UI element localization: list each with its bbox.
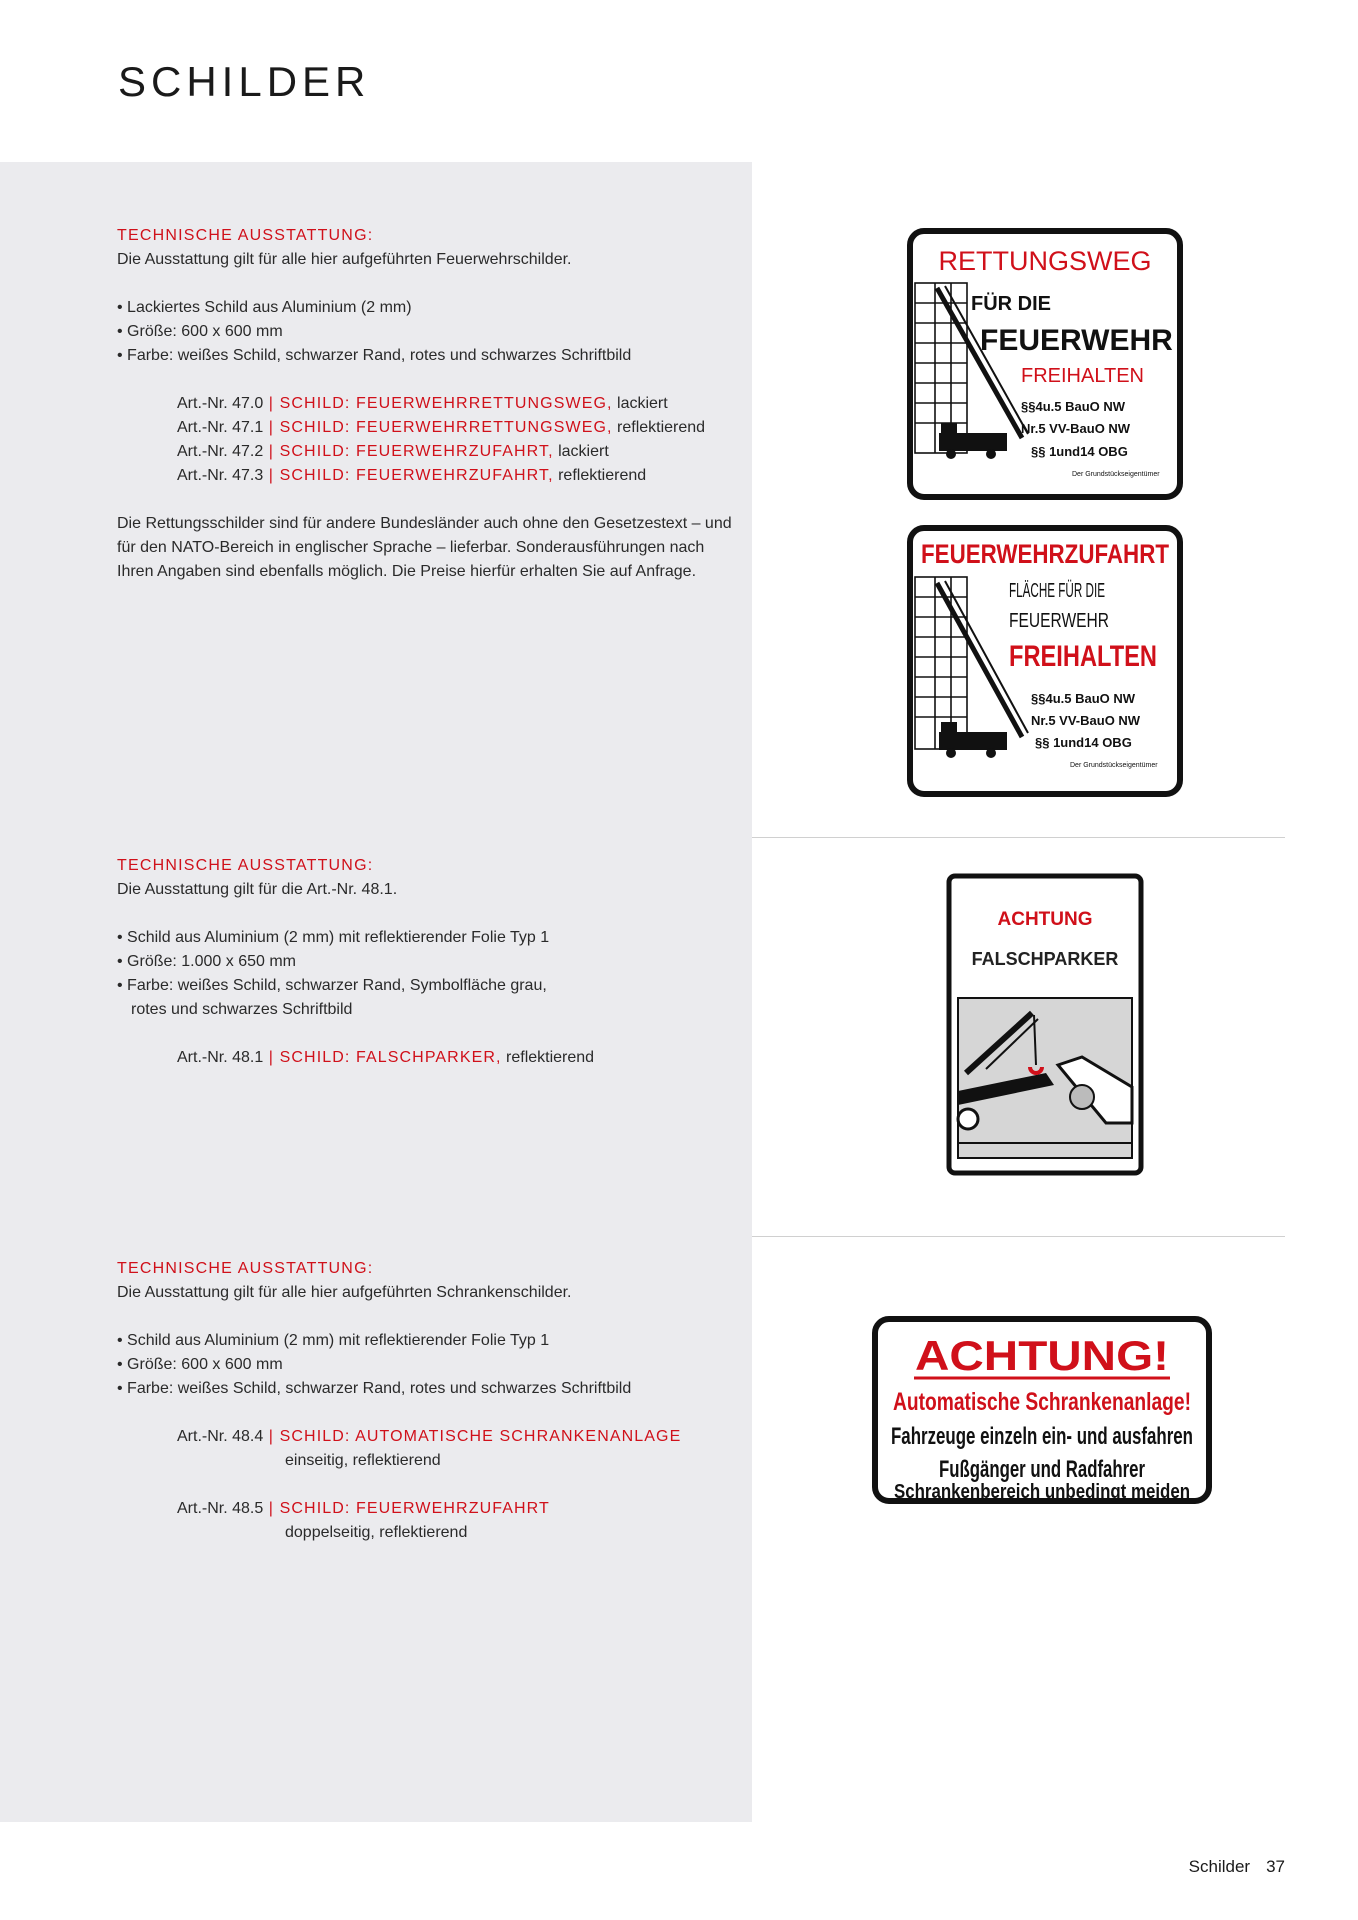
article-number: Art.-Nr. 47.3 — [177, 467, 264, 484]
article-number: Art.-Nr. 47.2 — [177, 443, 264, 460]
sign-law: §§4u.5 BauO NW — [1021, 399, 1126, 414]
section-intro: Die Ausstattung gilt für alle hier aufgeführten Schrankenschilder. — [117, 1284, 572, 1301]
page-footer — [1189, 1857, 1285, 1877]
sign-owner: Der Grundstückseigentümer — [1070, 762, 1158, 769]
sign-line: FEUERWEHR — [980, 324, 1173, 357]
article-separator: | — [263, 1428, 280, 1445]
article-separator: | — [263, 419, 280, 436]
section-divider — [752, 1236, 1285, 1237]
sign-line: Schrankenbereich unbedingt meiden — [894, 1481, 1190, 1503]
sign-title: RETTUNGSWEG — [938, 246, 1152, 276]
article-variant: einseitig, reflektierend — [285, 1452, 441, 1469]
sign-line: FREIHALTEN — [1009, 640, 1157, 673]
section-heading: TECHNISCHE AUSSTATTUNG: — [117, 857, 374, 874]
note-line: Die Rettungsschilder sind für andere Bundesländer auch ohne den Gesetzestext – und — [117, 515, 732, 532]
footer-label: Schilder — [1188, 1857, 1251, 1876]
sign-line: FLÄCHE FÜR DIE — [1009, 580, 1105, 602]
list-item: • Größe: 600 x 600 mm — [117, 1353, 737, 1377]
section-heading: TECHNISCHE AUSSTATTUNG: — [117, 1260, 374, 1277]
list-item: • Farbe: weißes Schild, schwarzer Rand, Symbolfläche grau, — [117, 974, 737, 998]
list-item-continuation: rotes und schwarzes Schriftbild — [131, 1001, 353, 1018]
sign-line: Fahrzeuge einzeln ein- und ausfahren — [891, 1423, 1193, 1450]
sign-line: ACHTUNG! — [915, 1332, 1169, 1379]
article-number: Art.-Nr. 48.4 — [177, 1428, 264, 1445]
article-name: SCHILD: FEUERWEHRRETTUNGSWEG, — [279, 419, 613, 436]
spec-section-feuerwehr — [117, 224, 737, 584]
article-line — [177, 416, 737, 440]
spec-section-schranke — [117, 1257, 737, 1545]
list-item: • Farbe: weißes Schild, schwarzer Rand, rotes und schwarzes Schriftbild — [117, 344, 737, 368]
article-number: Art.-Nr. 47.1 — [177, 419, 264, 436]
article-separator: | — [263, 395, 280, 412]
sign-title: FEUERWEHRZUFAHRT — [921, 539, 1170, 569]
sign-line: ACHTUNG — [997, 909, 1093, 930]
sign-law: §§ 1und14 OBG — [1031, 444, 1128, 459]
list-item: • Farbe: weißes Schild, schwarzer Rand, rotes und schwarzes Schriftbild — [117, 1377, 737, 1401]
article-variant: reflektierend — [501, 1049, 595, 1066]
sign-law: Nr.5 VV-BauO NW — [1021, 421, 1131, 436]
article-separator: | — [263, 1049, 280, 1066]
page-title: SCHILDER — [118, 58, 371, 105]
spec-section-falschparker — [117, 854, 737, 1070]
article-line — [177, 1497, 737, 1521]
sign-schrankenanlage — [872, 1316, 1212, 1504]
article-separator: | — [263, 467, 280, 484]
list-item: • Größe: 1.000 x 650 mm — [117, 950, 737, 974]
sign-line: FÜR DIE — [971, 293, 1051, 315]
sign-line: FREIHALTEN — [1021, 365, 1144, 387]
page-number: 37 — [1266, 1857, 1285, 1876]
list-item: • Lackiertes Schild aus Aluminium (2 mm) — [117, 296, 737, 320]
article-variant: reflektierend — [553, 467, 647, 484]
article-line — [177, 440, 737, 464]
article-number: Art.-Nr. 47.0 — [177, 395, 264, 412]
list-item: • Schild aus Aluminium (2 mm) mit reflektierender Folie Typ 1 — [117, 926, 737, 950]
sign-law: Nr.5 VV-BauO NW — [1031, 713, 1141, 728]
article-separator: | — [263, 1500, 280, 1517]
article-variant: reflektierend — [612, 419, 706, 436]
section-intro: Die Ausstattung gilt für alle hier aufgeführten Feuerwehrschilder. — [117, 251, 572, 268]
sign-feuerwehrzufahrt — [907, 525, 1183, 797]
sign-line: FALSCHPARKER — [971, 949, 1119, 969]
article-variant: lackiert — [553, 443, 609, 460]
sign-owner: Der Grundstückseigentümer — [1072, 471, 1160, 478]
article-line — [177, 1046, 737, 1070]
article-line — [177, 464, 737, 488]
sign-line: Fußgänger und Radfahrer — [939, 1456, 1145, 1483]
article-line — [177, 392, 737, 416]
article-name: SCHILD: AUTOMATISCHE SCHRANKENANLAGE — [279, 1428, 682, 1445]
section-intro: Die Ausstattung gilt für die Art.-Nr. 48.1. — [117, 881, 398, 898]
sign-law: §§4u.5 BauO NW — [1031, 691, 1136, 706]
article-variant: lackiert — [612, 395, 668, 412]
article-line — [177, 1425, 737, 1449]
sign-line: Automatische Schrankenanlage! — [893, 1388, 1191, 1416]
sign-law: §§ 1und14 OBG — [1035, 735, 1132, 750]
article-name: SCHILD: FEUERWEHRZUFAHRT, — [279, 467, 554, 484]
article-name: SCHILD: FEUERWEHRZUFAHRT, — [279, 443, 554, 460]
article-name: SCHILD: FEUERWEHRRETTUNGSWEG, — [279, 395, 613, 412]
article-separator: | — [263, 443, 280, 460]
list-item: • Schild aus Aluminium (2 mm) mit reflektierender Folie Typ 1 — [117, 1329, 737, 1353]
note-line: für den NATO-Bereich in englischer Sprache – lieferbar. Sonderausführungen nach — [117, 539, 705, 556]
article-number: Art.-Nr. 48.1 — [177, 1049, 264, 1066]
sign-falschparker — [946, 873, 1144, 1176]
article-name: SCHILD: FALSCHPARKER, — [279, 1049, 502, 1066]
article-name: SCHILD: FEUERWEHRZUFAHRT — [279, 1500, 550, 1517]
note-line: Ihren Angaben sind ebenfalls möglich. Die Preise hierfür erhalten Sie auf Anfrage. — [117, 563, 697, 580]
section-heading: TECHNISCHE AUSSTATTUNG: — [117, 227, 374, 244]
sign-line: FEUERWEHR — [1009, 610, 1109, 632]
list-item: • Größe: 600 x 600 mm — [117, 320, 737, 344]
sign-rettungsweg — [907, 228, 1183, 500]
article-number: Art.-Nr. 48.5 — [177, 1500, 264, 1517]
article-variant: doppelseitig, reflektierend — [285, 1524, 468, 1541]
section-divider — [752, 837, 1285, 838]
